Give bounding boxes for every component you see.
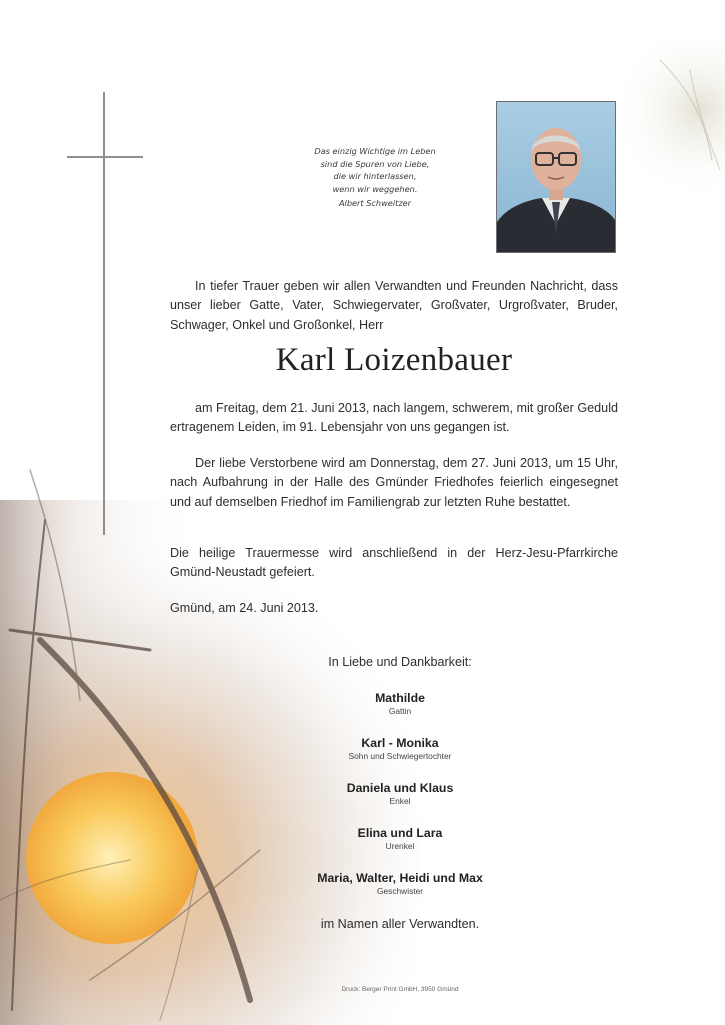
quote-line: Das einzig Wichtige im Leben	[314, 146, 436, 156]
mourner-relation: Enkel	[389, 796, 411, 806]
mourner-relation: Sohn und Schwiegertochter	[348, 751, 452, 761]
memorial-quote	[280, 145, 470, 210]
mourner-name: Daniela und Klaus	[346, 781, 454, 795]
mourner-entry	[230, 826, 570, 871]
death-notice-paragraph: am Freitag, dem 21. Juni 2013, nach langem, schwerem, mit großer Geduld ertragenem Leiden, im 91. Lebensjahr von uns gegangen ist.	[170, 401, 618, 435]
mourner-relation: Urenkel	[385, 841, 415, 851]
sun-shape	[26, 772, 198, 944]
mass-info-paragraph: Die heilige Trauermesse wird anschließend in der Herz-Jesu-Pfarrkirche Gmünd-Neustadt gefeiert.	[170, 546, 618, 580]
printer-credit: Druck: Berger Print GmbH, 3950 Gmünd	[341, 986, 459, 993]
family-line: im Namen aller Verwandten.	[320, 917, 480, 931]
quote-line: sind die Spuren von Liebe,	[320, 158, 430, 169]
mourner-name: Mathilde	[375, 691, 425, 705]
cross-vertical-bar	[103, 92, 105, 535]
quote-line: die wir hinterlassen,	[333, 171, 417, 181]
mourner-name: Elina und Lara	[357, 826, 443, 840]
funeral-info-paragraph: Der liebe Verstorbene wird am Donnerstag, dem 27. Juni 2013, um 15 Uhr, nach Aufbahrung in der Halle des Gmünder Friedhofes feierlich eingesegnet und auf demselben Friedhof im Familiengrab zur letzten Ruhe bestattet.	[170, 456, 618, 509]
mourner-name: Maria, Walter, Heidi und Max	[317, 871, 483, 885]
quote-line: wenn wir weggehen.	[332, 183, 418, 194]
portrait-photo	[496, 101, 616, 253]
deceased-name: Karl Loizenbauer	[275, 342, 513, 378]
mourner-entry	[230, 871, 570, 916]
mourner-relation: Gattin	[388, 706, 412, 716]
cross-horizontal-bar	[67, 156, 143, 158]
quote-author: Albert Schweitzer	[338, 198, 412, 208]
thanks-line: In Liebe und Dankbarkeit:	[328, 655, 472, 669]
place-date: Gmünd, am 24. Juni 2013.	[170, 601, 319, 615]
mourner-entry	[230, 781, 570, 826]
mourner-entry	[230, 691, 570, 736]
mourners-list	[230, 691, 570, 916]
intro-paragraph: In tiefer Trauer geben wir allen Verwandten und Freunden Nachricht, dass unser lieber Gatte, Vater, Schwiegervater, Großvater, Urgroßvater, Bruder, Schwager, Onkel und Großonkel, Herr	[170, 279, 618, 332]
mourner-name: Karl - Monika	[361, 736, 439, 750]
mourner-relation: Geschwister	[376, 886, 424, 896]
mourner-entry	[230, 736, 570, 781]
